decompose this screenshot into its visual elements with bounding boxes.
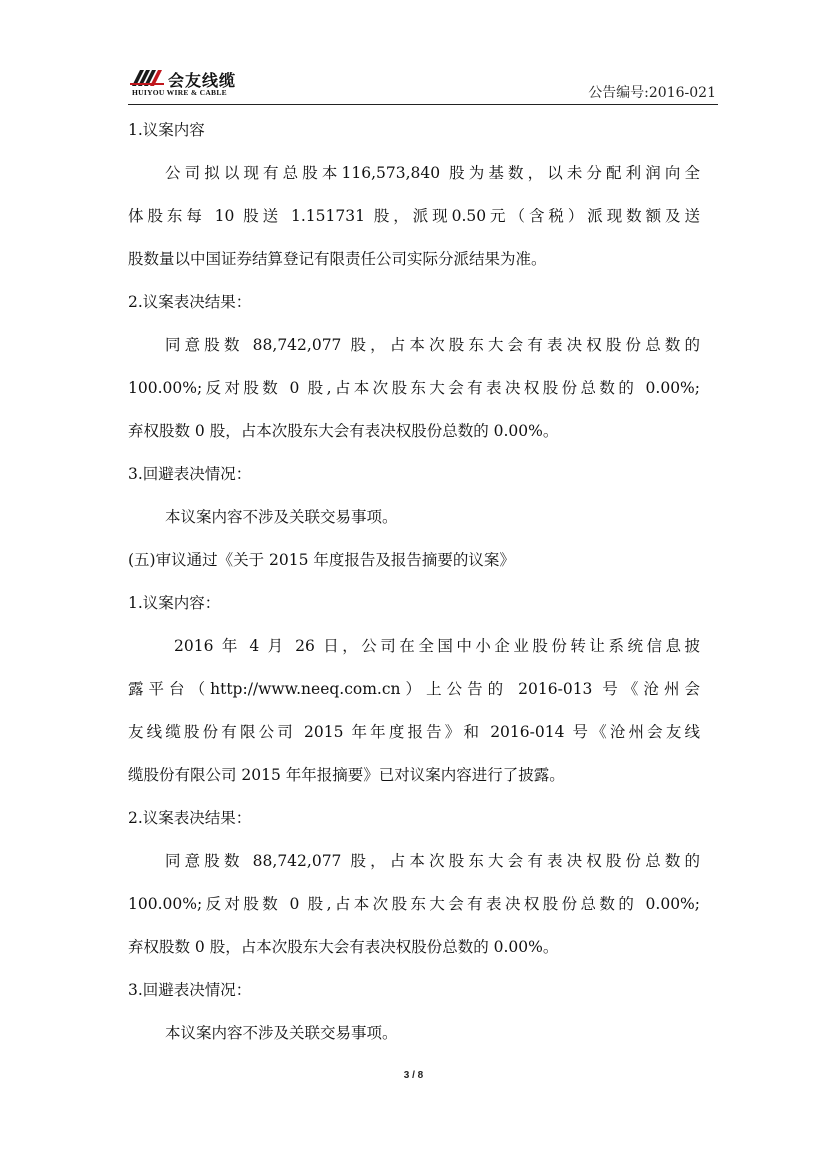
paragraph-line: 缆股份有限公司 2015 年年报摘要》已对议案内容进行了披露。	[128, 766, 565, 784]
page-header	[128, 62, 718, 105]
document-number: 公告编号:2016-021	[588, 85, 716, 101]
paragraph-line: 股数量以中国证券结算登记有限责任公司实际分派结果为准。	[128, 250, 547, 268]
paragraph-line: 露平台（http://www.neeq.com.cn）上公告的 2016-013 号《沧州会	[128, 680, 700, 698]
paragraph-line: 同意股数 88,742,077 股，占本次股东大会有表决权股份总数的	[165, 852, 700, 870]
page-number: 3 / 8	[403, 1070, 424, 1081]
logo-icon	[130, 68, 166, 88]
paragraph-line: 体股东每 10 股送 1.151731 股，派现0.50元（含税）派现数额及送	[128, 207, 700, 225]
item-heading-recusal: 3.回避表决情况：	[128, 981, 252, 999]
company-logo	[128, 64, 288, 100]
item-heading-content: 1.议案内容	[128, 121, 205, 139]
item-heading-recusal: 3.回避表决情况：	[128, 465, 252, 483]
logo-english-text: HUIYOU WIRE & CABLE	[132, 88, 227, 97]
item-heading-vote-result: 2.议案表决结果：	[128, 293, 252, 311]
paragraph-line: 弃权股数 0 股，占本次股东大会有表决权股份总数的 0.00%。	[128, 938, 559, 956]
section-heading: (五)审议通过《关于 2015 年度报告及报告摘要的议案》	[128, 551, 515, 569]
item-heading-content: 1.议案内容：	[128, 594, 221, 612]
paragraph-line: 100.00%;反对股数 0 股,占本次股东大会有表决权股份总数的 0.00%;	[128, 379, 700, 397]
logo-chinese-text: 会友线缆	[168, 71, 237, 90]
paragraph-line: 弃权股数 0 股，占本次股东大会有表决权股份总数的 0.00%。	[128, 422, 559, 440]
paragraph-line: 同意股数 88,742,077 股，占本次股东大会有表决权股份总数的	[165, 336, 700, 354]
item-heading-vote-result: 2.议案表决结果：	[128, 809, 252, 827]
paragraph-line: 100.00%;反对股数 0 股,占本次股东大会有表决权股份总数的 0.00%;	[128, 895, 700, 913]
paragraph-line: 2016 年 4 月 26 日，公司在全国中小企业股份转让系统信息披	[174, 637, 700, 655]
paragraph-line: 本议案内容不涉及关联交易事项。	[165, 508, 398, 526]
paragraph-line: 本议案内容不涉及关联交易事项。	[165, 1024, 398, 1042]
paragraph-line: 公司拟以现有总股本116,573,840 股为基数，以未分配利润向全	[165, 164, 700, 182]
paragraph-line: 友线缆股份有限公司 2015 年年度报告》和 2016-014 号《沧州会友线	[128, 723, 700, 741]
